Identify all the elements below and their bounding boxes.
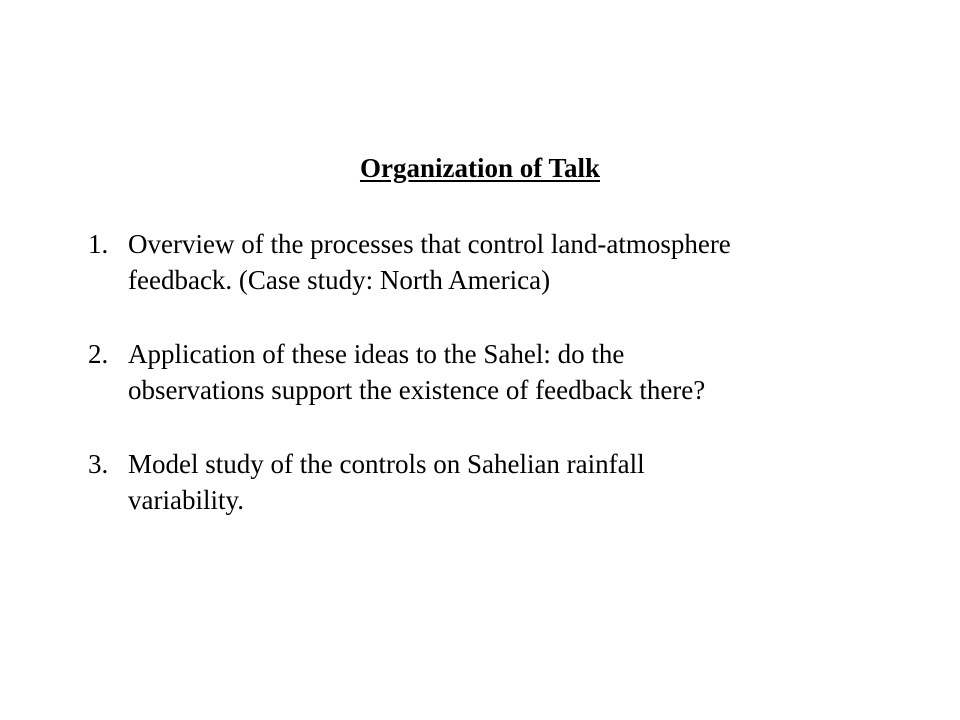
- list-item: [88, 226, 928, 298]
- item-number: 2.: [88, 339, 109, 369]
- outline-list: [88, 226, 928, 556]
- item-text-line: Overview of the processes that control land-atmosphere: [128, 229, 731, 259]
- item-text-line: variability.: [128, 485, 244, 515]
- item-text-line: Model study of the controls on Sahelian rainfall: [128, 449, 645, 479]
- item-number: 1.: [88, 229, 109, 259]
- item-text-line: observations support the existence of feedback there?: [128, 375, 706, 405]
- item-text-line: feedback. (Case study: North America): [128, 265, 551, 295]
- item-number: 3.: [88, 449, 109, 479]
- slide-title: Organization of Talk: [359, 153, 601, 183]
- list-item: [88, 446, 928, 518]
- item-text-line: Application of these ideas to the Sahel: do the: [128, 339, 625, 369]
- list-item: [88, 336, 928, 408]
